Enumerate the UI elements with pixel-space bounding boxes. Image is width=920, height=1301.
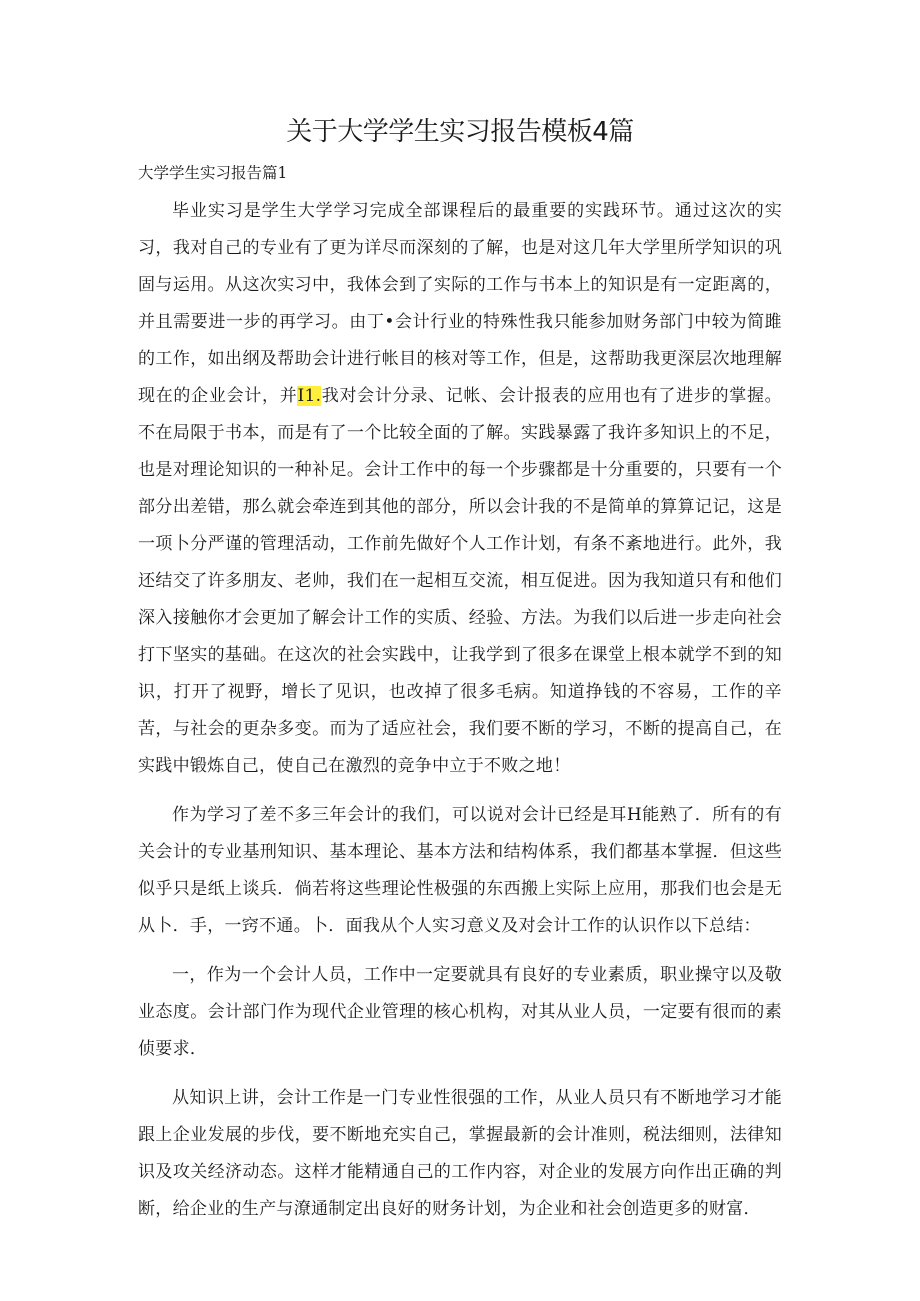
document-body — [138, 193, 782, 1240]
paragraph-1 — [138, 193, 782, 785]
paragraph-4: 从知识上讲，会计工作是一门专业性很强的工作，从业人员只有不断地学习才能跟上企业发展的步伐，要不断地充实自己，掌握最新的会计准则，税法细则，法律知识及攻关经济动态。这样才能精通自己的工作内容，对企业的发展方向作出正确的判断，给企业的生产与潦通制定出良好的财务计划，为企业和社会创造更多的财富． — [138, 1088, 782, 1219]
section-heading: 大学学生实习报告篇1 — [138, 164, 288, 182]
paragraph-1-text-end: 我对会计分录、记帐、会计报表的应用也有了进步的掌握。不在局限于书本，而是有了一个比较全面的了解。实践暴露了我许多知识上的不足，也是对理论知识的一种补足。会计工作中的每一个步骤都是十分重要的，只要有一个部分出差错，那么就会牵连到其他的部分，所以会计我的不是简单的算算记记，这是一项卜分严谨的管理活动，工作前先做好个人工作计划，有条不紊地进行。此外，我还结交了许多朋友、老帅，我们在一起相互交流，相互促进。因为我知道只有和他们深入接触你才会更加了解会计工作的实质、经验、方法。为我们以后进一步走向社会打下坚实的基础。在这次的社会实践中，让我学到了很多在课堂上根本就学不到的知识，打开了视野，增长了见识，也改掉了很多毛病。知道挣钱的不容易，工作的辛苦，与社会的更杂多变。而为了适应社会，我们要不断的学习，不断的提高自己，在实践中锻炼自己，使自己在激烈的竞争中立于不败之地！ — [138, 386, 782, 776]
paragraph-3: 一，作为一个会计人员，工作中一定要就具有良好的专业素质，职业操守以及敬业态度。会计部门作为现代企业管理的核心机构，对其从业人员，一定要有很而的素侦要求． — [138, 965, 782, 1059]
paragraph-2: 作为学习了差不多三年会计的我们，可以说对会计已经是耳H能熟了．所有的有关会计的专业基刑知识、基本理论、基本方法和结构体系，我们都基本掌握．但这些似乎只是纸上谈兵．倘若将这些理论性极强的东西搬上实际上应用，那我们也会是无从卜．手，一窍不通。卜．面我从个人实习意义及对会计工作的认识作以下总结： — [138, 805, 782, 936]
highlighted-text: I1. — [297, 386, 322, 406]
document-title: 关于大学学生实习报告模板4篇 — [286, 117, 634, 147]
paragraph-1-text-start: 毕业实习是学生大学学习完成全部课程后的最重要的实践环节。通过这次的实习，我对自己的专业有了更为详尽而深刻的了解，也是对这几年大学里所学知识的巩固与运用。从这次实习中，我体会到了实际的工作与书本上的知识是有一定距离的，并且需要进一步的再学习。由丁•会计行业的特殊性我只能参加财务部门中较为简雎的工作，如出纲及帮助会计进行帐目的核对等工作，但是，这帮助我更深层次地理解现在的企业会计，并 — [138, 201, 782, 406]
